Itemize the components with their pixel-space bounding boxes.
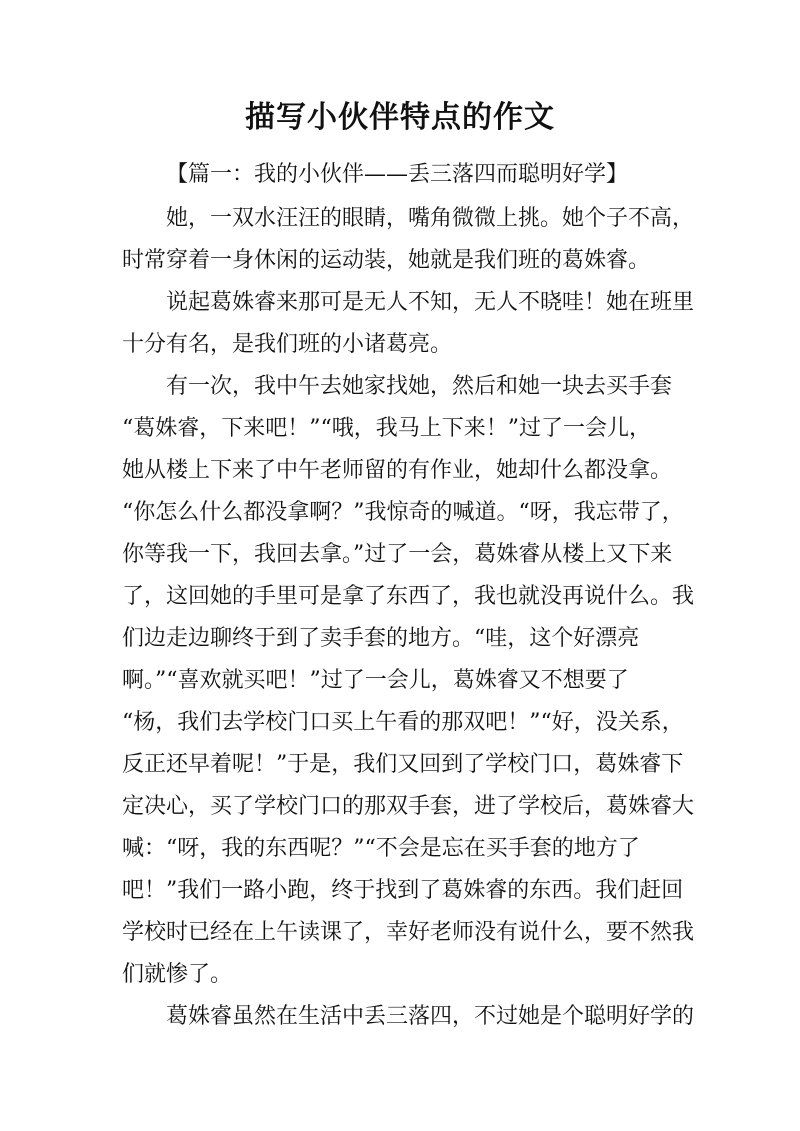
- text-line: “葛姝睿，下来吧！”“哦，我马上下来！”过了一会儿，: [122, 416, 651, 441]
- text-line: 了，这回她的手里可是拿了东西了，我也就没再说什么。我: [122, 584, 695, 609]
- text-line: 定决心，买了学校门口的那双手套，进了学校后，葛姝睿大: [122, 794, 695, 819]
- text-line: “杨，我们去学校门口买上午看的那双吧！”“好，没关系，: [122, 710, 684, 735]
- text-line: 喊：“呀，我的东西呢？”“不会是忘在买手套的地方了: [122, 836, 640, 861]
- text-line: 反正还早着呢！”于是，我们又回到了学校门口，葛姝睿下: [122, 752, 684, 777]
- text-line: 她从楼上下来了中午老师留的有作业，她却什么都没拿。: [122, 458, 673, 483]
- text-line: 她，一双水汪汪的眼睛，嘴角微微上挑。她个子不高，: [166, 206, 695, 231]
- text-line: 吧！”我们一路小跑，终于找到了葛姝睿的东西。我们赶回: [122, 878, 684, 903]
- text-line: “你怎么什么都没拿啊？”我惊奇的喊道。“呀，我忘带了，: [122, 500, 684, 525]
- text-line: 有一次，我中午去她家找她，然后和她一块去买手套: [166, 374, 673, 399]
- text-line: 们边走边聊终于到了卖手套的地方。“哇，这个好漂亮: [122, 626, 640, 651]
- text-line: 葛姝睿虽然在生活中丢三落四，不过她是个聪明好学的: [166, 1004, 695, 1029]
- text-line: 说起葛姝睿来那可是无人不知，无人不晓哇！她在班里: [166, 290, 695, 315]
- text-line: 学校时已经在上午读课了，幸好老师没有说什么，要不然我: [122, 920, 695, 945]
- text-line: 们就惨了。: [122, 962, 233, 987]
- text-line: 啊。”“喜欢就买吧！”过了一会儿，葛姝睿又不想要了: [122, 668, 629, 693]
- text-line: 你等我一下，我回去拿。”过了一会，葛姝睿从楼上又下来: [122, 542, 673, 567]
- section-heading: 【篇一：我的小伙伴——丢三落四而聪明好学】: [166, 162, 629, 187]
- text-line: 时常穿着一身休闲的运动装，她就是我们班的葛姝睿。: [122, 248, 651, 273]
- document-title: 描写小伙伴特点的作文: [245, 100, 555, 135]
- text-line: 十分有名，是我们班的小诸葛亮。: [122, 332, 453, 357]
